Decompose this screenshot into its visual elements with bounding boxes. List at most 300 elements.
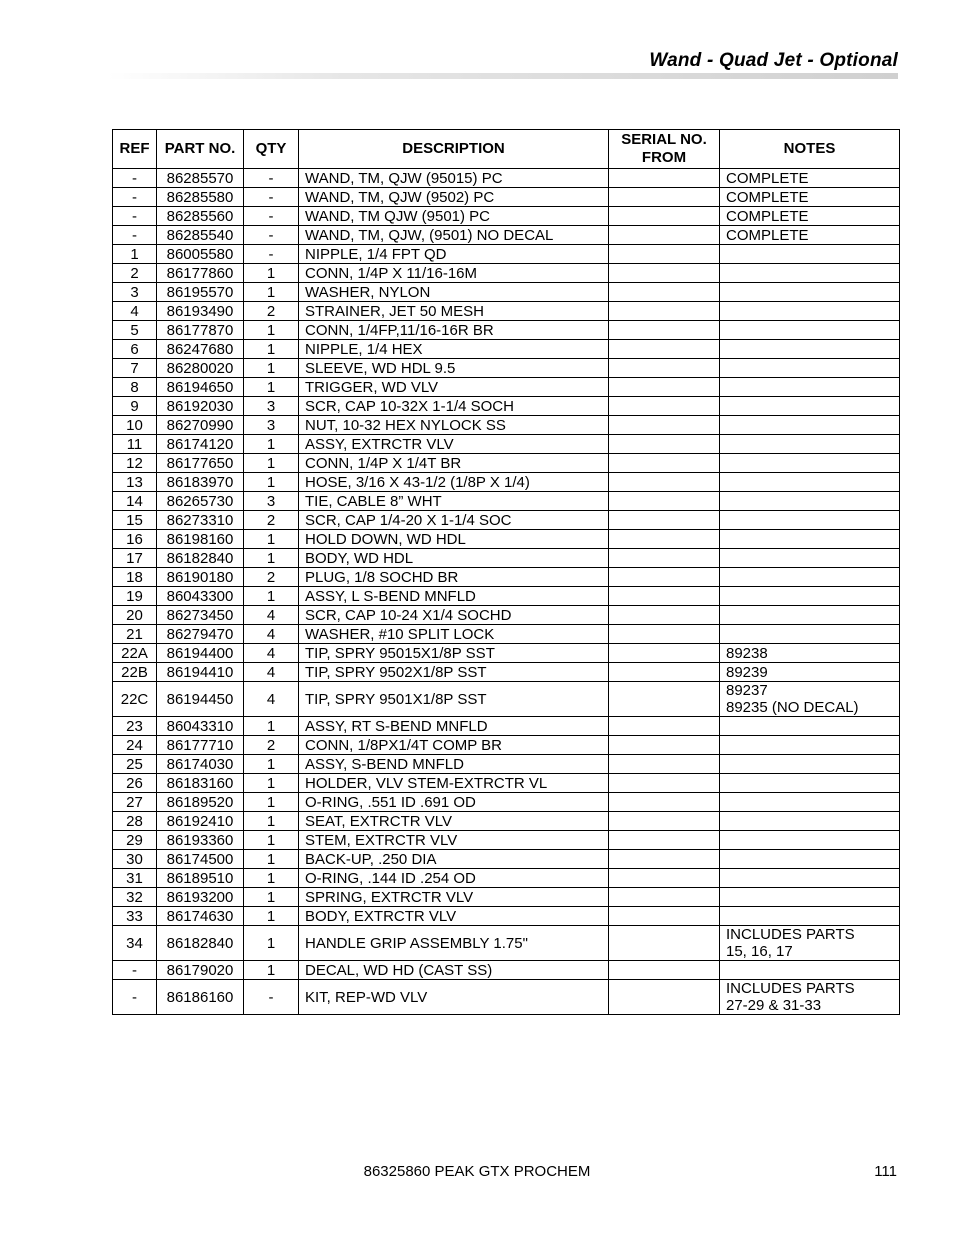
cell-ref: 3 xyxy=(113,283,157,302)
cell-qty: 1 xyxy=(244,473,299,492)
column-header-ref: REF xyxy=(113,130,157,169)
table-row xyxy=(113,245,900,264)
table-row xyxy=(113,663,900,682)
cell-notes xyxy=(720,717,900,736)
table-row xyxy=(113,435,900,454)
cell-notes xyxy=(720,378,900,397)
header-divider xyxy=(108,73,898,79)
cell-description: TRIGGER, WD VLV xyxy=(299,378,609,397)
cell-serial-from xyxy=(609,568,720,587)
cell-serial-from xyxy=(609,663,720,682)
cell-notes xyxy=(720,625,900,644)
table-row xyxy=(113,682,900,717)
cell-description: SCR, CAP 10-24 X1/4 SOCHD xyxy=(299,606,609,625)
cell-description: ASSY, L S-BEND MNFLD xyxy=(299,587,609,606)
cell-qty: 1 xyxy=(244,321,299,340)
cell-notes: INCLUDES PARTS 27-29 & 31-33 xyxy=(720,980,900,1015)
table-row xyxy=(113,530,900,549)
cell-ref: - xyxy=(113,169,157,188)
cell-notes xyxy=(720,359,900,378)
cell-notes xyxy=(720,454,900,473)
cell-qty: 1 xyxy=(244,530,299,549)
cell-ref: 5 xyxy=(113,321,157,340)
cell-notes xyxy=(720,473,900,492)
table-row xyxy=(113,302,900,321)
table-row xyxy=(113,169,900,188)
cell-ref: 10 xyxy=(113,416,157,435)
cell-description: WAND, TM, QJW, (9501) NO DECAL xyxy=(299,226,609,245)
table-row xyxy=(113,473,900,492)
table-row xyxy=(113,454,900,473)
cell-notes xyxy=(720,907,900,926)
cell-part-no: 86177710 xyxy=(157,736,244,755)
cell-qty: 1 xyxy=(244,283,299,302)
cell-qty: 2 xyxy=(244,736,299,755)
cell-part-no: 86194400 xyxy=(157,644,244,663)
cell-notes xyxy=(720,511,900,530)
table-row xyxy=(113,980,900,1015)
cell-ref: 24 xyxy=(113,736,157,755)
cell-serial-from xyxy=(609,926,720,961)
cell-serial-from xyxy=(609,793,720,812)
cell-ref: 16 xyxy=(113,530,157,549)
cell-ref: 28 xyxy=(113,812,157,831)
table-row xyxy=(113,416,900,435)
cell-serial-from xyxy=(609,416,720,435)
cell-serial-from xyxy=(609,245,720,264)
cell-ref: 4 xyxy=(113,302,157,321)
cell-part-no: 86285560 xyxy=(157,207,244,226)
cell-qty: 1 xyxy=(244,888,299,907)
cell-description: SEAT, EXTRCTR VLV xyxy=(299,812,609,831)
cell-ref: 9 xyxy=(113,397,157,416)
cell-description: STEM, EXTRCTR VLV xyxy=(299,831,609,850)
cell-qty: - xyxy=(244,169,299,188)
cell-ref: 17 xyxy=(113,549,157,568)
cell-notes: 89238 xyxy=(720,644,900,663)
cell-part-no: 86043310 xyxy=(157,717,244,736)
cell-description: CONN, 1/4P X 11/16-16M xyxy=(299,264,609,283)
cell-description: HANDLE GRIP ASSEMBLY 1.75" xyxy=(299,926,609,961)
cell-ref: 15 xyxy=(113,511,157,530)
cell-description: BODY, WD HDL xyxy=(299,549,609,568)
cell-description: O-RING, .144 ID .254 OD xyxy=(299,869,609,888)
cell-description: BACK-UP, .250 DIA xyxy=(299,850,609,869)
cell-serial-from xyxy=(609,606,720,625)
cell-qty: - xyxy=(244,207,299,226)
cell-part-no: 86285540 xyxy=(157,226,244,245)
cell-part-no: 86174120 xyxy=(157,435,244,454)
cell-notes xyxy=(720,774,900,793)
cell-description: HOSE, 3/16 X 43-1/2 (1/8P X 1/4) xyxy=(299,473,609,492)
cell-qty: 1 xyxy=(244,549,299,568)
cell-serial-from xyxy=(609,980,720,1015)
cell-ref: 31 xyxy=(113,869,157,888)
cell-description: O-RING, .551 ID .691 OD xyxy=(299,793,609,812)
cell-notes xyxy=(720,492,900,511)
cell-ref: 30 xyxy=(113,850,157,869)
cell-part-no: 86177870 xyxy=(157,321,244,340)
cell-ref: - xyxy=(113,961,157,980)
cell-serial-from xyxy=(609,359,720,378)
cell-qty: 1 xyxy=(244,717,299,736)
cell-notes: 89239 xyxy=(720,663,900,682)
cell-serial-from xyxy=(609,454,720,473)
cell-description: TIP, SPRY 9502X1/8P SST xyxy=(299,663,609,682)
cell-part-no: 86193360 xyxy=(157,831,244,850)
cell-qty: 1 xyxy=(244,587,299,606)
cell-qty: 2 xyxy=(244,511,299,530)
cell-notes xyxy=(720,793,900,812)
table-row xyxy=(113,644,900,663)
cell-notes xyxy=(720,831,900,850)
cell-serial-from xyxy=(609,511,720,530)
cell-part-no: 86186160 xyxy=(157,980,244,1015)
cell-notes xyxy=(720,530,900,549)
cell-ref: 18 xyxy=(113,568,157,587)
cell-qty: 1 xyxy=(244,359,299,378)
column-header-description: DESCRIPTION xyxy=(299,130,609,169)
cell-notes xyxy=(720,245,900,264)
cell-ref: 29 xyxy=(113,831,157,850)
page-title: Wand - Quad Jet - Optional xyxy=(649,50,898,71)
cell-ref: 13 xyxy=(113,473,157,492)
cell-description: WAND, TM, QJW (95015) PC xyxy=(299,169,609,188)
table-row xyxy=(113,587,900,606)
table-row xyxy=(113,926,900,961)
cell-serial-from xyxy=(609,755,720,774)
cell-ref: 25 xyxy=(113,755,157,774)
table-row xyxy=(113,283,900,302)
cell-notes xyxy=(720,568,900,587)
table-row xyxy=(113,549,900,568)
header-row xyxy=(113,130,900,169)
table-row xyxy=(113,717,900,736)
table-row xyxy=(113,869,900,888)
cell-part-no: 86189510 xyxy=(157,869,244,888)
cell-description: WASHER, #10 SPLIT LOCK xyxy=(299,625,609,644)
cell-ref: 8 xyxy=(113,378,157,397)
parts-table xyxy=(112,129,900,1015)
cell-part-no: 86174500 xyxy=(157,850,244,869)
cell-ref: 14 xyxy=(113,492,157,511)
cell-description: ASSY, S-BEND MNFLD xyxy=(299,755,609,774)
cell-qty: 1 xyxy=(244,869,299,888)
cell-qty: 1 xyxy=(244,926,299,961)
cell-qty: 1 xyxy=(244,755,299,774)
table-row xyxy=(113,226,900,245)
cell-qty: 1 xyxy=(244,340,299,359)
table-row xyxy=(113,511,900,530)
cell-description: CONN, 1/8PX1/4T COMP BR xyxy=(299,736,609,755)
cell-description: PLUG, 1/8 SOCHD BR xyxy=(299,568,609,587)
cell-serial-from xyxy=(609,736,720,755)
cell-notes xyxy=(720,435,900,454)
cell-notes xyxy=(720,587,900,606)
footer-document-title: 86325860 PEAK GTX PROCHEM xyxy=(363,1163,591,1180)
cell-notes: 89237 89235 (NO DECAL) xyxy=(720,682,900,717)
cell-description: CONN, 1/4P X 1/4T BR xyxy=(299,454,609,473)
cell-notes: COMPLETE xyxy=(720,188,900,207)
cell-serial-from xyxy=(609,435,720,454)
cell-notes xyxy=(720,736,900,755)
cell-part-no: 86177860 xyxy=(157,264,244,283)
cell-serial-from xyxy=(609,530,720,549)
cell-ref: 33 xyxy=(113,907,157,926)
cell-qty: 4 xyxy=(244,644,299,663)
cell-ref: 23 xyxy=(113,717,157,736)
cell-qty: 1 xyxy=(244,454,299,473)
cell-serial-from xyxy=(609,264,720,283)
cell-serial-from xyxy=(609,831,720,850)
cell-ref: - xyxy=(113,980,157,1015)
cell-notes xyxy=(720,283,900,302)
table-row xyxy=(113,188,900,207)
column-header-notes: NOTES xyxy=(720,130,900,169)
cell-description: TIP, SPRY 95015X1/8P SST xyxy=(299,644,609,663)
table-row xyxy=(113,378,900,397)
cell-qty: 4 xyxy=(244,682,299,717)
cell-serial-from xyxy=(609,682,720,717)
cell-part-no: 86043300 xyxy=(157,587,244,606)
cell-part-no: 86177650 xyxy=(157,454,244,473)
cell-qty: 1 xyxy=(244,812,299,831)
cell-part-no: 86189520 xyxy=(157,793,244,812)
cell-ref: 20 xyxy=(113,606,157,625)
cell-part-no: 86247680 xyxy=(157,340,244,359)
cell-qty: 4 xyxy=(244,606,299,625)
cell-ref: 7 xyxy=(113,359,157,378)
cell-part-no: 86192030 xyxy=(157,397,244,416)
cell-description: TIP, SPRY 9501X1/8P SST xyxy=(299,682,609,717)
cell-notes: INCLUDES PARTS 15, 16, 17 xyxy=(720,926,900,961)
table-row xyxy=(113,736,900,755)
parts-table-body xyxy=(113,169,900,1015)
cell-serial-from xyxy=(609,207,720,226)
table-row xyxy=(113,568,900,587)
cell-part-no: 86183160 xyxy=(157,774,244,793)
cell-description: CONN, 1/4FP,11/16-16R BR xyxy=(299,321,609,340)
page-number: 111 xyxy=(874,1163,897,1180)
cell-serial-from xyxy=(609,226,720,245)
cell-serial-from xyxy=(609,850,720,869)
cell-description: TIE, CABLE 8” WHT xyxy=(299,492,609,511)
cell-ref: 11 xyxy=(113,435,157,454)
cell-notes: COMPLETE xyxy=(720,207,900,226)
table-row xyxy=(113,774,900,793)
cell-notes xyxy=(720,869,900,888)
cell-qty: 1 xyxy=(244,961,299,980)
cell-ref: 22C xyxy=(113,682,157,717)
cell-notes xyxy=(720,850,900,869)
cell-part-no: 86194410 xyxy=(157,663,244,682)
table-row xyxy=(113,492,900,511)
table-row xyxy=(113,888,900,907)
cell-description: ASSY, EXTRCTR VLV xyxy=(299,435,609,454)
cell-serial-from xyxy=(609,549,720,568)
cell-serial-from xyxy=(609,869,720,888)
cell-part-no: 86193200 xyxy=(157,888,244,907)
cell-ref: - xyxy=(113,207,157,226)
table-row xyxy=(113,961,900,980)
table-row xyxy=(113,831,900,850)
table-row xyxy=(113,207,900,226)
cell-qty: 1 xyxy=(244,831,299,850)
cell-qty: 1 xyxy=(244,435,299,454)
cell-part-no: 86174630 xyxy=(157,907,244,926)
cell-notes xyxy=(720,302,900,321)
cell-ref: 32 xyxy=(113,888,157,907)
cell-ref: 2 xyxy=(113,264,157,283)
cell-notes xyxy=(720,961,900,980)
cell-part-no: 86190180 xyxy=(157,568,244,587)
cell-description: SPRING, EXTRCTR VLV xyxy=(299,888,609,907)
cell-part-no: 86265730 xyxy=(157,492,244,511)
cell-notes xyxy=(720,812,900,831)
cell-part-no: 86182840 xyxy=(157,549,244,568)
cell-ref: 21 xyxy=(113,625,157,644)
table-row xyxy=(113,850,900,869)
cell-part-no: 86285570 xyxy=(157,169,244,188)
cell-serial-from xyxy=(609,169,720,188)
cell-serial-from xyxy=(609,188,720,207)
cell-part-no: 86192410 xyxy=(157,812,244,831)
cell-description: WASHER, NYLON xyxy=(299,283,609,302)
cell-ref: 22B xyxy=(113,663,157,682)
column-header-part-no: PART NO. xyxy=(157,130,244,169)
cell-part-no: 86273310 xyxy=(157,511,244,530)
cell-description: WAND, TM QJW (9501) PC xyxy=(299,207,609,226)
cell-qty: 3 xyxy=(244,416,299,435)
cell-part-no: 86279470 xyxy=(157,625,244,644)
cell-description: SCR, CAP 10-32X 1-1/4 SOCH xyxy=(299,397,609,416)
cell-description: ASSY, RT S-BEND MNFLD xyxy=(299,717,609,736)
cell-description: WAND, TM, QJW (9502) PC xyxy=(299,188,609,207)
cell-qty: 4 xyxy=(244,663,299,682)
cell-ref: 27 xyxy=(113,793,157,812)
cell-qty: - xyxy=(244,245,299,264)
cell-serial-from xyxy=(609,340,720,359)
cell-part-no: 86198160 xyxy=(157,530,244,549)
cell-serial-from xyxy=(609,644,720,663)
cell-part-no: 86179020 xyxy=(157,961,244,980)
cell-serial-from xyxy=(609,397,720,416)
cell-description: HOLD DOWN, WD HDL xyxy=(299,530,609,549)
cell-qty: 2 xyxy=(244,302,299,321)
cell-part-no: 86194650 xyxy=(157,378,244,397)
cell-part-no: 86174030 xyxy=(157,755,244,774)
cell-qty: 1 xyxy=(244,264,299,283)
cell-notes xyxy=(720,606,900,625)
cell-qty: 1 xyxy=(244,793,299,812)
cell-serial-from xyxy=(609,625,720,644)
cell-serial-from xyxy=(609,492,720,511)
table-row xyxy=(113,321,900,340)
cell-qty: - xyxy=(244,980,299,1015)
table-row xyxy=(113,264,900,283)
cell-part-no: 86193490 xyxy=(157,302,244,321)
cell-notes xyxy=(720,416,900,435)
cell-description: NUT, 10-32 HEX NYLOCK SS xyxy=(299,416,609,435)
cell-description: STRAINER, JET 50 MESH xyxy=(299,302,609,321)
cell-serial-from xyxy=(609,587,720,606)
table-row xyxy=(113,359,900,378)
cell-serial-from xyxy=(609,283,720,302)
cell-notes xyxy=(720,397,900,416)
cell-description: DECAL, WD HD (CAST SS) xyxy=(299,961,609,980)
cell-qty: 1 xyxy=(244,774,299,793)
table-row xyxy=(113,812,900,831)
cell-description: NIPPLE, 1/4 HEX xyxy=(299,340,609,359)
cell-notes xyxy=(720,321,900,340)
cell-qty: - xyxy=(244,226,299,245)
cell-description: SLEEVE, WD HDL 9.5 xyxy=(299,359,609,378)
table-row xyxy=(113,340,900,359)
cell-serial-from xyxy=(609,907,720,926)
cell-qty: 1 xyxy=(244,907,299,926)
cell-part-no: 86285580 xyxy=(157,188,244,207)
cell-ref: 19 xyxy=(113,587,157,606)
cell-qty: 3 xyxy=(244,397,299,416)
cell-serial-from xyxy=(609,812,720,831)
cell-ref: - xyxy=(113,226,157,245)
cell-ref: 26 xyxy=(113,774,157,793)
cell-serial-from xyxy=(609,378,720,397)
cell-qty: 1 xyxy=(244,378,299,397)
cell-qty: 4 xyxy=(244,625,299,644)
cell-ref: 1 xyxy=(113,245,157,264)
cell-qty: - xyxy=(244,188,299,207)
table-row xyxy=(113,625,900,644)
cell-qty: 1 xyxy=(244,850,299,869)
cell-notes xyxy=(720,549,900,568)
cell-ref: - xyxy=(113,188,157,207)
cell-part-no: 86194450 xyxy=(157,682,244,717)
cell-ref: 12 xyxy=(113,454,157,473)
cell-qty: 2 xyxy=(244,568,299,587)
cell-notes xyxy=(720,264,900,283)
table-row xyxy=(113,793,900,812)
cell-part-no: 86280020 xyxy=(157,359,244,378)
cell-part-no: 86183970 xyxy=(157,473,244,492)
table-row xyxy=(113,606,900,625)
cell-notes: COMPLETE xyxy=(720,226,900,245)
table-row xyxy=(113,755,900,774)
cell-part-no: 86195570 xyxy=(157,283,244,302)
parts-table-header xyxy=(113,130,900,169)
column-header-serial-from: SERIAL NO. FROM xyxy=(609,130,720,169)
cell-notes xyxy=(720,888,900,907)
cell-part-no: 86182840 xyxy=(157,926,244,961)
column-header-qty: QTY xyxy=(244,130,299,169)
cell-ref: 6 xyxy=(113,340,157,359)
cell-serial-from xyxy=(609,961,720,980)
cell-part-no: 86270990 xyxy=(157,416,244,435)
cell-ref: 22A xyxy=(113,644,157,663)
table-row xyxy=(113,907,900,926)
cell-notes xyxy=(720,755,900,774)
cell-serial-from xyxy=(609,473,720,492)
cell-part-no: 86273450 xyxy=(157,606,244,625)
table-row xyxy=(113,397,900,416)
cell-ref: 34 xyxy=(113,926,157,961)
cell-serial-from xyxy=(609,302,720,321)
cell-qty: 3 xyxy=(244,492,299,511)
cell-description: BODY, EXTRCTR VLV xyxy=(299,907,609,926)
cell-description: NIPPLE, 1/4 FPT QD xyxy=(299,245,609,264)
cell-serial-from xyxy=(609,321,720,340)
cell-notes: COMPLETE xyxy=(720,169,900,188)
